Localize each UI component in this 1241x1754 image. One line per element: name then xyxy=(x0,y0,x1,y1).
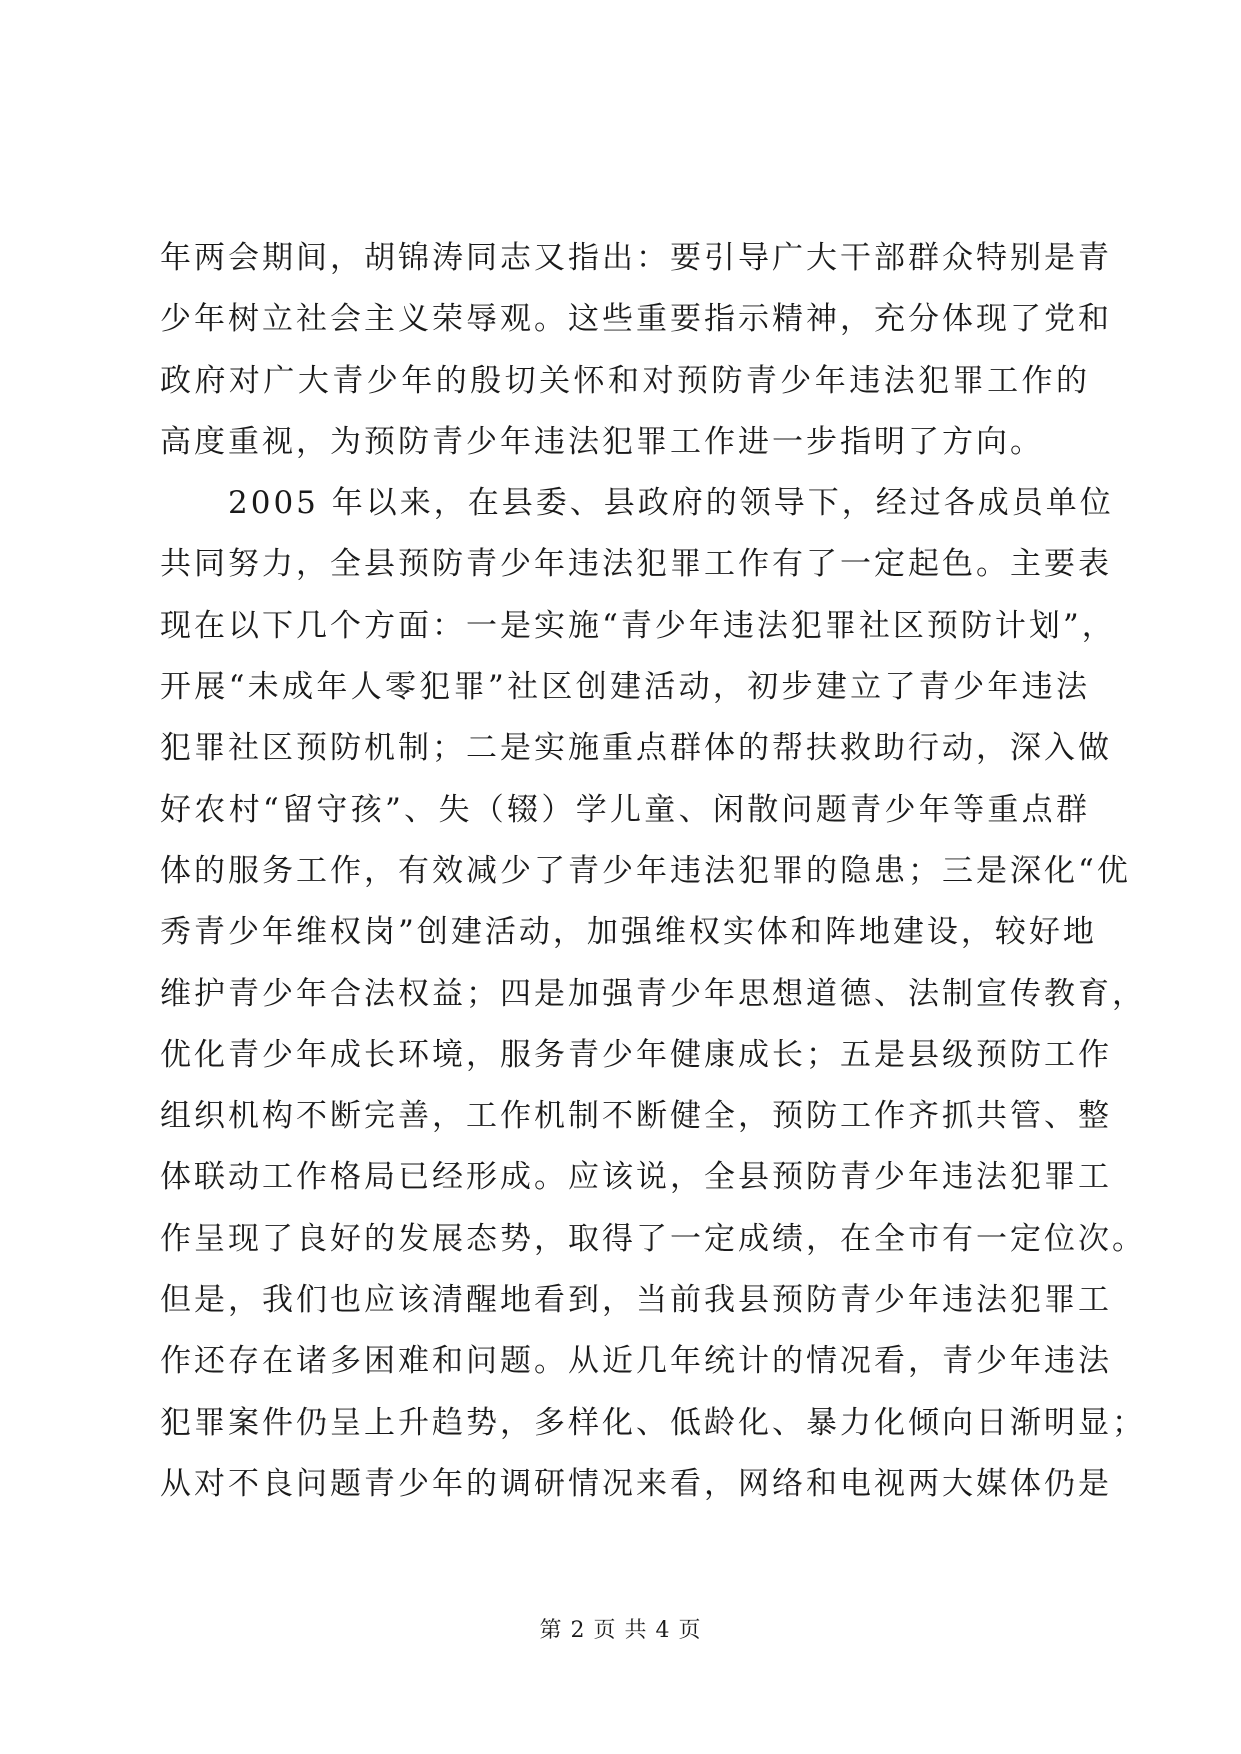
text-line-3: 政府对广大青少年的殷切关怀和对预防青少年违法犯罪工作的 xyxy=(160,362,1090,399)
text-line-9: 犯罪社区预防机制；二是实施重点群体的帮扶救助行动，深入做 xyxy=(160,730,1112,767)
page-number: 第 2 页 共 4 页 xyxy=(539,1618,702,1643)
text-line-20: 犯罪案件仍呈上升趋势，多样化、低龄化、暴力化倾向日渐明显； xyxy=(160,1404,1146,1441)
text-line-5: 2005 年以来，在县委、县政府的领导下，经过各成员单位 xyxy=(228,485,1114,522)
text-line-11: 体的服务工作，有效减少了青少年违法犯罪的隐患；三是深化“优 xyxy=(160,852,1131,889)
page-footer xyxy=(0,1613,1241,1644)
text-line-13: 维护青少年合法权益；四是加强青少年思想道德、法制宣传教育， xyxy=(160,975,1146,1012)
text-line-19: 作还存在诸多困难和问题。从近几年统计的情况看，青少年违法 xyxy=(160,1343,1112,1380)
text-line-6: 共同努力，全县预防青少年违法犯罪工作有了一定起色。主要表 xyxy=(160,546,1112,583)
text-line-14: 优化青少年成长环境，服务青少年健康成长；五是县级预防工作 xyxy=(160,1036,1112,1073)
text-line-8: 开展“未成年人零犯罪”社区创建活动，初步建立了青少年违法 xyxy=(160,669,1090,706)
text-line-16: 体联动工作格局已经形成。应该说，全县预防青少年违法犯罪工 xyxy=(160,1159,1112,1196)
text-line-17: 作呈现了良好的发展态势，取得了一定成绩，在全市有一定位次。 xyxy=(160,1220,1146,1257)
text-line-2: 少年树立社会主义荣辱观。这些重要指示精神，充分体现了党和 xyxy=(160,301,1112,338)
text-line-1: 年两会期间，胡锦涛同志又指出：要引导广大干部群众特别是青 xyxy=(160,240,1112,276)
text-line-12: 秀青少年维权岗”创建活动，加强维权实体和阵地建设，较好地 xyxy=(160,914,1097,951)
text-line-21: 从对不良问题青少年的调研情况来看，网络和电视两大媒体仍是 xyxy=(160,1465,1112,1502)
text-line-18: 但是，我们也应该清醒地看到，当前我县预防青少年违法犯罪工 xyxy=(160,1282,1112,1319)
body-text xyxy=(160,228,1146,1515)
text-line-4: 高度重视，为预防青少年违法犯罪工作进一步指明了方向。 xyxy=(160,423,1044,460)
text-line-10: 好农村“留守孩”、失（辍）学儿童、闲散问题青少年等重点群 xyxy=(160,791,1090,828)
text-line-15: 组织机构不断完善，工作机制不断健全，预防工作齐抓共管、整 xyxy=(160,1098,1112,1135)
text-line-7: 现在以下几个方面：一是实施“青少年违法犯罪社区预防计划”， xyxy=(160,607,1116,644)
